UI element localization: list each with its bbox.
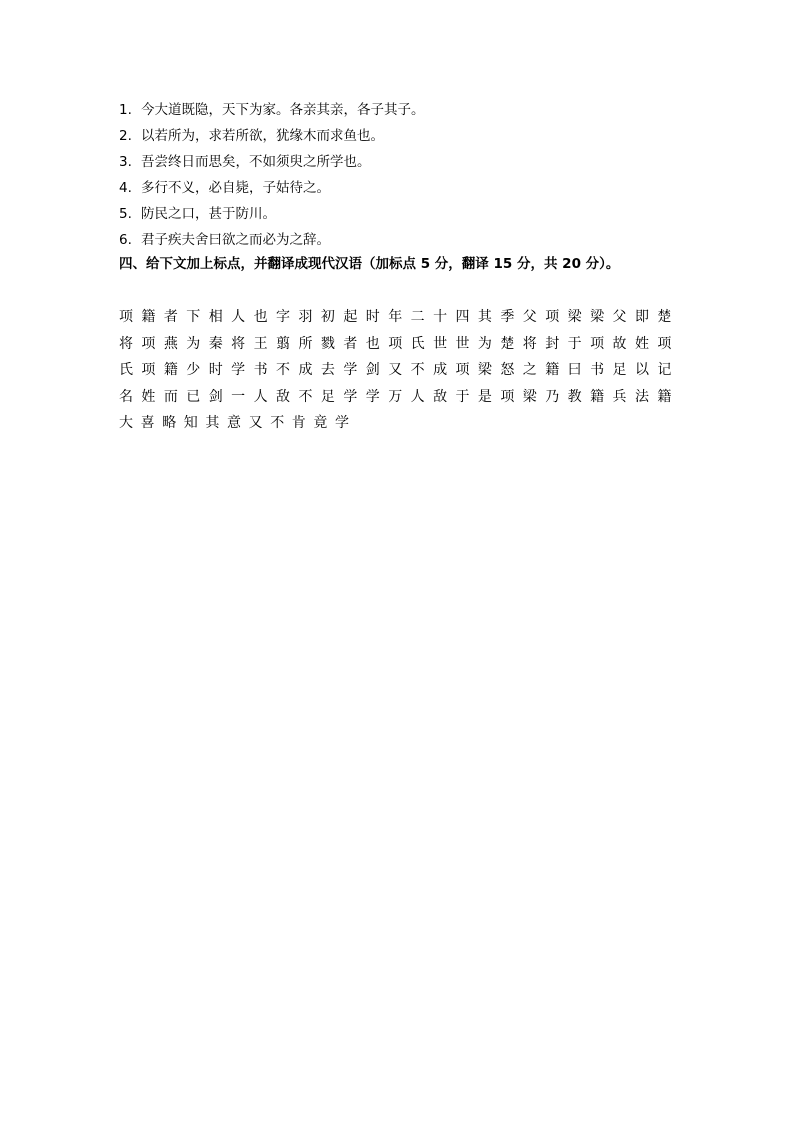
classical-passage: 项籍者下相人也字羽初起时年二十四其季父项梁梁父即楚将项燕为秦将王翦所戮者也项氏世世为楚将封于项故姓项氏项籍少时学书不成去学剑又不成项梁怒之籍曰书足以记名姓而已剑一人敌不足学学万人敌于是项梁乃教籍兵法籍大喜略知其意又不肯竟学 [119, 309, 679, 431]
section-heading: 四、给下文加上标点，并翻译成现代汉语（加标点 5 分，翻译 15 分，共 20 分）。 [119, 256, 620, 272]
question-text: 防民之口，甚于防川。 [141, 206, 276, 222]
question-number: 6. [119, 232, 132, 248]
question-text: 以若所为，求若所欲，犹缘木而求鱼也。 [141, 128, 384, 144]
question-item-2 [119, 123, 679, 149]
question-item-3 [119, 149, 679, 175]
question-text: 君子疾夫舍曰欲之而必为之辞。 [141, 232, 330, 248]
question-number: 5. [119, 206, 132, 222]
question-text: 多行不义，必自毙，子姑待之。 [141, 180, 330, 196]
question-item-5 [119, 201, 679, 227]
question-number: 2. [119, 128, 132, 144]
question-number: 3. [119, 154, 132, 170]
question-item-1 [119, 97, 679, 123]
question-text: 吾尝终日而思矣，不如须臾之所学也。 [141, 154, 371, 170]
question-list [119, 97, 679, 253]
question-item-6 [119, 227, 679, 253]
question-number: 1. [119, 102, 132, 118]
question-item-4 [119, 175, 679, 201]
question-text: 今大道既隐，天下为家。各亲其亲，各子其子。 [141, 102, 425, 118]
question-number: 4. [119, 180, 132, 196]
